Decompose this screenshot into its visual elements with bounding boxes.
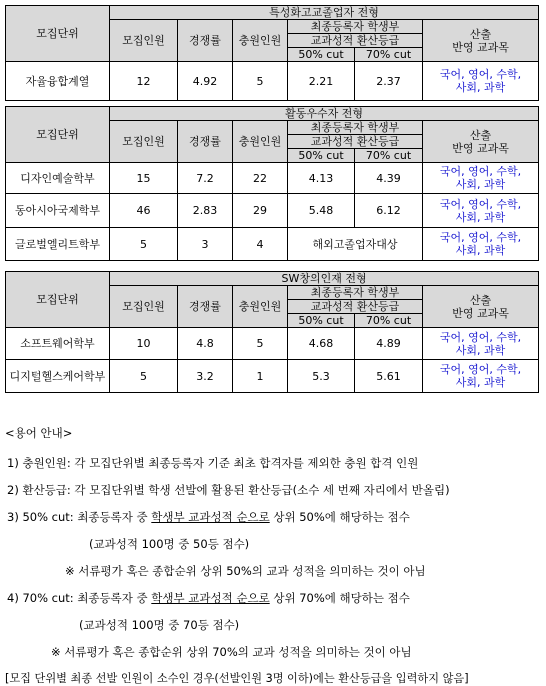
table-row: [6, 163, 539, 194]
cell-competition: 7.2: [178, 163, 233, 194]
header-quota: 모집인원: [110, 121, 178, 163]
cell-competition: 3.2: [178, 360, 233, 393]
note-2: 2) 환산등급: 각 모집단위별 학생 선발에 활용된 환산등급(소수 세 번째 자리에서 반올림): [7, 483, 450, 497]
header-grade-line2: 교과성적 환산등급: [288, 34, 423, 48]
header-cut70: 70% cut: [355, 314, 423, 328]
cell-unit: 소프트웨어학부: [6, 328, 110, 360]
cell-additional: 5: [233, 328, 288, 360]
header-grade-line1: 최종등록자 학생부: [288, 286, 423, 300]
cell-cut70: 4.89: [355, 328, 423, 360]
cell-unit: 동아시아국제학부: [6, 194, 110, 228]
cell-competition: 2.83: [178, 194, 233, 228]
cell-subjects: 국어, 영어, 수학, 사회, 과학: [423, 163, 539, 194]
cell-additional: 22: [233, 163, 288, 194]
header-grade-line1: 최종등록자 학생부: [288, 121, 423, 135]
header-competition: 경쟁률: [178, 20, 233, 62]
table-row: [6, 62, 539, 101]
cell-subjects: 국어, 영어, 수학, 사회, 과학: [423, 194, 539, 228]
header-competition: 경쟁률: [178, 286, 233, 328]
note-4-star: ※ 서류평가 혹은 종합순위 상위 70%의 교과 성적을 의미하는 것이 아님: [51, 645, 412, 659]
cell-quota: 12: [110, 62, 178, 101]
note-3-sub: (교과성적 100명 중 50등 점수): [89, 537, 250, 551]
header-additional: 충원인원: [233, 20, 288, 62]
glossary-heading: <용어 안내>: [5, 426, 73, 440]
cell-cut50: 2.21: [288, 62, 355, 101]
header-cut70: 70% cut: [355, 48, 423, 62]
cell-note: 해외고졸업자대상: [288, 228, 423, 261]
cell-additional: 4: [233, 228, 288, 261]
cell-additional: 29: [233, 194, 288, 228]
table-row: [6, 194, 539, 228]
header-subjects: 산출 반영 교과목: [423, 121, 539, 163]
note-3-star: ※ 서류평가 혹은 종합순위 상위 50%의 교과 성적을 의미하는 것이 아님: [65, 564, 426, 578]
cell-cut50: 4.13: [288, 163, 355, 194]
cell-cut70: 4.39: [355, 163, 423, 194]
cell-quota: 5: [110, 360, 178, 393]
cell-competition: 3: [178, 228, 233, 261]
table-title: 활동우수자 전형: [110, 107, 539, 121]
cell-quota: 46: [110, 194, 178, 228]
header-grade-line2: 교과성적 환산등급: [288, 300, 423, 314]
cell-cut50: 5.3: [288, 360, 355, 393]
cell-quota: 5: [110, 228, 178, 261]
cell-cut50: 5.48: [288, 194, 355, 228]
header-unit: 모집단위: [6, 272, 110, 328]
footer-note: [모집 단위별 최종 선발 인원이 소수인 경우(선발인원 3명 이하)에는 환산등급을 입력하지 않음]: [5, 672, 469, 685]
cell-unit: 디지털헬스케어학부: [6, 360, 110, 393]
cell-cut70: 6.12: [355, 194, 423, 228]
header-competition: 경쟁률: [178, 121, 233, 163]
cell-unit: 디자인예술학부: [6, 163, 110, 194]
header-additional: 충원인원: [233, 286, 288, 328]
cell-cut50: 4.68: [288, 328, 355, 360]
cell-unit: 글로벌엘리트학부: [6, 228, 110, 261]
cell-quota: 15: [110, 163, 178, 194]
table-sw-creative: [5, 271, 539, 393]
table-title: 특성화고교졸업자 전형: [110, 6, 539, 20]
header-cut50: 50% cut: [288, 314, 355, 328]
cell-subjects: 국어, 영어, 수학, 사회, 과학: [423, 360, 539, 393]
cell-quota: 10: [110, 328, 178, 360]
cell-unit: 자율융합계열: [6, 62, 110, 101]
header-quota: 모집인원: [110, 20, 178, 62]
note-3: 3) 50% cut: 최종등록자 중 학생부 교과성적 순으로 상위 50%에 해당하는 점수: [7, 510, 410, 524]
cell-subjects: 국어, 영어, 수학, 사회, 과학: [423, 328, 539, 360]
cell-cut70: 2.37: [355, 62, 423, 101]
header-subjects: 산출 반영 교과목: [423, 20, 539, 62]
header-unit: 모집단위: [6, 6, 110, 62]
table-row: [6, 328, 539, 360]
cell-subjects: 국어, 영어, 수학, 사회, 과학: [423, 62, 539, 101]
table-row: [6, 360, 539, 393]
table-title: SW창의인재 전형: [110, 272, 539, 286]
header-cut50: 50% cut: [288, 149, 355, 163]
header-additional: 충원인원: [233, 121, 288, 163]
header-cut70: 70% cut: [355, 149, 423, 163]
table-specialized-high: [5, 5, 539, 101]
header-grade-line1: 최종등록자 학생부: [288, 20, 423, 34]
header-grade-line2: 교과성적 환산등급: [288, 135, 423, 149]
note-1: 1) 충원인원: 각 모집단위별 최종등록자 기준 최초 합격자를 제외한 충원 합격 인원: [7, 456, 419, 470]
header-unit: 모집단위: [6, 107, 110, 163]
header-cut50: 50% cut: [288, 48, 355, 62]
header-quota: 모집인원: [110, 286, 178, 328]
note-4: 4) 70% cut: 최종등록자 중 학생부 교과성적 순으로 상위 70%에 해당하는 점수: [7, 591, 410, 605]
cell-additional: 5: [233, 62, 288, 101]
header-subjects: 산출 반영 교과목: [423, 286, 539, 328]
table-row: [6, 228, 539, 261]
cell-competition: 4.92: [178, 62, 233, 101]
note-4-sub: (교과성적 100명 중 70등 점수): [79, 618, 240, 632]
cell-competition: 4.8: [178, 328, 233, 360]
cell-cut70: 5.61: [355, 360, 423, 393]
cell-additional: 1: [233, 360, 288, 393]
table-activity: [5, 106, 539, 261]
cell-subjects: 국어, 영어, 수학, 사회, 과학: [423, 228, 539, 261]
